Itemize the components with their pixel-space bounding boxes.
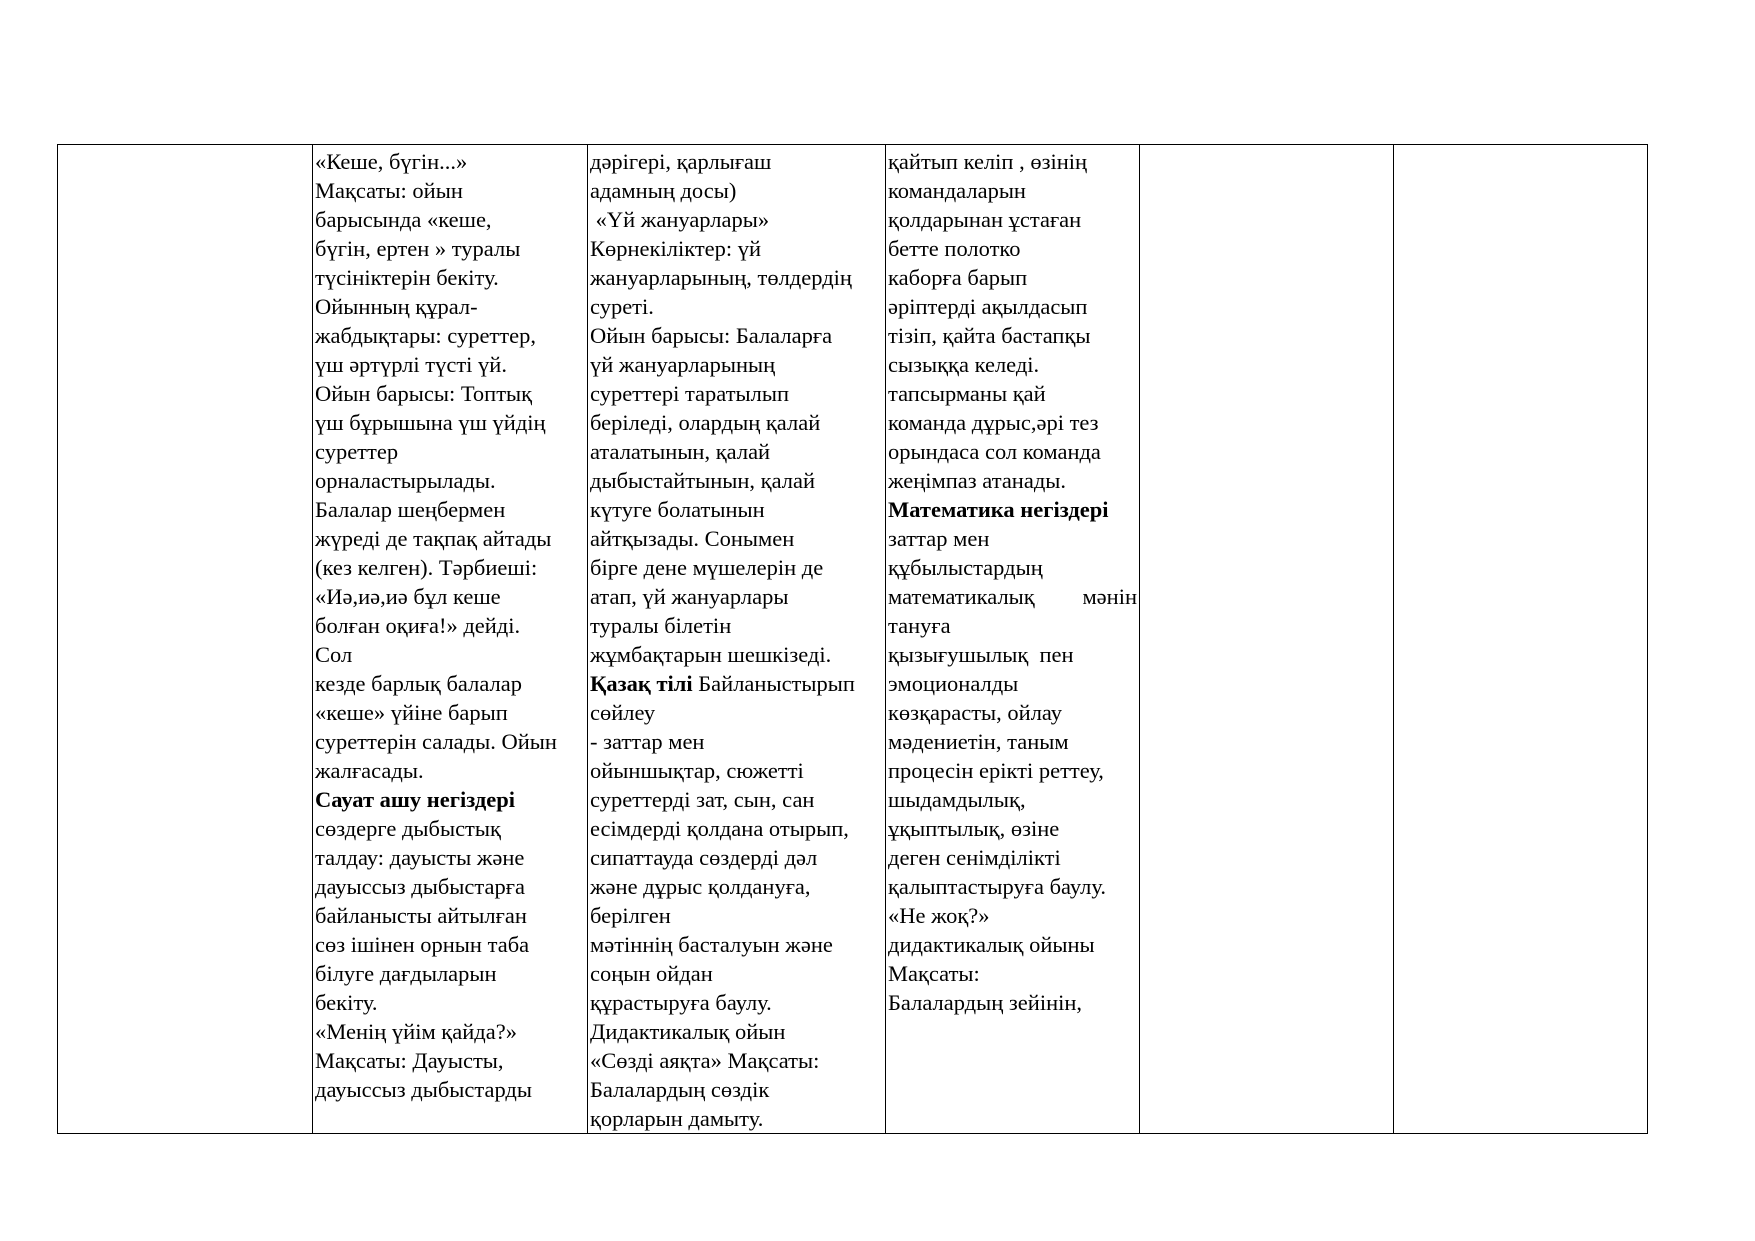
text-line: үй жануарларының bbox=[590, 352, 776, 377]
text-line: суреттері таратылып bbox=[590, 381, 790, 406]
text-line: күтуге болатынын bbox=[590, 497, 765, 522]
text-line: түсініктерін бекіту. bbox=[315, 265, 499, 290]
text-line: сөздерге дыбыстық bbox=[315, 816, 501, 841]
text-line: сөйлеу bbox=[590, 700, 656, 725]
text-line: суреті. bbox=[590, 294, 654, 319]
text-line: командаларын bbox=[888, 178, 1026, 203]
text-line: «Иә,иә,иә бұл кеше bbox=[315, 584, 501, 609]
empty-cell-6 bbox=[1394, 145, 1648, 1134]
text-line: мәдениетін, таным bbox=[888, 729, 1069, 754]
section-heading-math: Математика негіздері bbox=[888, 497, 1109, 522]
text-line: білуге дағдыларын bbox=[315, 961, 497, 986]
text-line: - заттар мен bbox=[590, 729, 705, 754]
text-line: үш бұрышына үш үйдің bbox=[315, 410, 546, 435]
text-line: болған оқиға!» дейді. bbox=[315, 613, 521, 638]
text-line: мәтіннің басталуын және bbox=[590, 932, 833, 957]
text-line: суреттерді зат, сын, сан bbox=[590, 787, 815, 812]
text-line: жеңімпаз атанады. bbox=[888, 468, 1067, 493]
text-line: Мақсаты: bbox=[888, 961, 980, 986]
text-line: кезде барлық балалар bbox=[315, 671, 522, 696]
text-line: атап, үй жануарлары bbox=[590, 584, 789, 609]
text-line: «Менің үйім қайда?» bbox=[315, 1019, 517, 1044]
text-line: Мақсаты: ойын bbox=[315, 178, 463, 203]
text-line: қорларын дамыту. bbox=[590, 1106, 764, 1131]
text-line: суреттерін салады. Ойын bbox=[315, 729, 557, 754]
text-line: құрастыруға баулу. bbox=[590, 990, 772, 1015]
text-line: сызыққа келеді. bbox=[888, 352, 1040, 377]
text-line: сипаттауда сөздерді дәл bbox=[590, 845, 818, 870]
text-line: «Сөзді аяқта» Мақсаты: bbox=[590, 1048, 820, 1073]
text-line-justified bbox=[888, 582, 1139, 611]
text-line: «Не жоқ?» bbox=[888, 903, 990, 928]
text-line: туралы білетін bbox=[590, 613, 732, 638]
text-line: Дидактикалық ойын bbox=[590, 1019, 786, 1044]
text-line: үш әртүрлі түсті үй. bbox=[315, 352, 507, 377]
text-fragment: математикалық bbox=[888, 584, 1035, 609]
text-line: әріптерді ақылдасып bbox=[888, 294, 1088, 319]
text-line: байланысты айтылған bbox=[315, 903, 527, 928]
text-line: дауыссыз дыбыстарға bbox=[315, 874, 525, 899]
text-line: Сол bbox=[315, 642, 353, 667]
text-line: және дұрыс қолдануға, bbox=[590, 874, 811, 899]
text-line: дәрігері, қарлығаш bbox=[590, 149, 772, 174]
text-line: бекіту. bbox=[315, 990, 378, 1015]
text-line: заттар мен bbox=[888, 526, 990, 551]
empty-cell-5 bbox=[1140, 145, 1394, 1134]
text-line: қызығушылық пен bbox=[888, 642, 1074, 667]
text-line: тапсырманы қай bbox=[888, 381, 1046, 406]
text-line: орналастырылады. bbox=[315, 468, 496, 493]
text-line: Ойынның құрал- bbox=[315, 294, 478, 319]
text-line: Көрнекіліктер: үй bbox=[590, 236, 762, 261]
text-line: суреттер bbox=[315, 439, 399, 464]
text-line: «кеше» үйіне барып bbox=[315, 700, 508, 725]
text-line: барысында «кеше, bbox=[315, 207, 492, 232]
text-line: көзқарасты, ойлау bbox=[888, 700, 1063, 725]
cell-team-math bbox=[886, 145, 1140, 1134]
text-line: есімдерді қолдана отырып, bbox=[590, 816, 849, 841]
text-line: жұмбақтарын шешкізеді. bbox=[590, 642, 832, 667]
table-row bbox=[58, 145, 1648, 1134]
text-line: дауыссыз дыбыстарды bbox=[315, 1077, 532, 1102]
text-line: тануға bbox=[888, 613, 951, 638]
text-line: деген сенімділікті bbox=[888, 845, 1061, 870]
text-line: адамның досы) bbox=[590, 178, 737, 203]
text-line: жалғасады. bbox=[315, 758, 424, 783]
text-line: Балалардың зейінін, bbox=[888, 990, 1083, 1015]
text-line: дыбыстайтынын, қалай bbox=[590, 468, 816, 493]
text-line: берілген bbox=[590, 903, 671, 928]
text-line: соңын ойдан bbox=[590, 961, 713, 986]
text-line: қолдарынан ұстаған bbox=[888, 207, 1082, 232]
text-line: тізіп, қайта бастапқы bbox=[888, 323, 1091, 348]
text-line: аталатынын, қалай bbox=[590, 439, 771, 464]
text-line: орындаса сол команда bbox=[888, 439, 1101, 464]
section-heading-literacy: Сауат ашу негіздері bbox=[315, 787, 515, 812]
text-fragment: мәнін bbox=[1082, 584, 1137, 609]
empty-cell-1 bbox=[58, 145, 313, 1134]
text-line: бірге дене мүшелерін де bbox=[590, 555, 824, 580]
text-line: эмоционалды bbox=[888, 671, 1019, 696]
text-line: команда дұрыс,әрі тез bbox=[888, 410, 1099, 435]
text-line: талдау: дауысты және bbox=[315, 845, 525, 870]
text-line: (кез келген). Тәрбиеші: bbox=[315, 555, 538, 580]
text-line: Мақсаты: Дауысты, bbox=[315, 1048, 504, 1073]
text-line bbox=[590, 669, 885, 698]
text-line: жабдықтары: суреттер, bbox=[315, 323, 536, 348]
text-line: қалыптастыруға баулу. bbox=[888, 874, 1106, 899]
text-line: каборға барып bbox=[888, 265, 1028, 290]
text-line: ұқыптылық, өзіне bbox=[888, 816, 1060, 841]
cell-games-literacy bbox=[313, 145, 588, 1134]
text-line: Балалар шеңбермен bbox=[315, 497, 506, 522]
text-line: Балалардың сөздік bbox=[590, 1077, 770, 1102]
text-line: Ойын барысы: Топтық bbox=[315, 381, 533, 406]
section-heading-kazakh: Қазақ тілі bbox=[590, 671, 693, 696]
text-line: беріледі, олардың қалай bbox=[590, 410, 821, 435]
cell-animals-language bbox=[588, 145, 886, 1134]
text-line: құбылыстардың bbox=[888, 555, 1043, 580]
text-line: шыдамдылық, bbox=[888, 787, 1026, 812]
text-line: жүреді де тақпақ айтады bbox=[315, 526, 552, 551]
text-line: қайтып келіп , өзінің bbox=[888, 149, 1088, 174]
text-line: бетте полотко bbox=[888, 236, 1021, 261]
text-line: бүгін, ертен » туралы bbox=[315, 236, 521, 261]
text-line: сөз ішінен орнын таба bbox=[315, 932, 530, 957]
text-line: айтқызады. Сонымен bbox=[590, 526, 795, 551]
text-line: жануарларының, төлдердің bbox=[590, 265, 852, 290]
text-line: «Кеше, бүгін...» bbox=[315, 149, 468, 174]
plan-table bbox=[57, 144, 1648, 1134]
text-line: дидактикалық ойыны bbox=[888, 932, 1095, 957]
text-fragment: Байланыстырып bbox=[692, 671, 855, 696]
text-line: процесін ерікті реттеу, bbox=[888, 758, 1104, 783]
text-line: Ойын барысы: Балаларға bbox=[590, 323, 833, 348]
text-line: «Үй жануарлары» bbox=[590, 207, 770, 232]
text-line: ойыншықтар, сюжетті bbox=[590, 758, 804, 783]
